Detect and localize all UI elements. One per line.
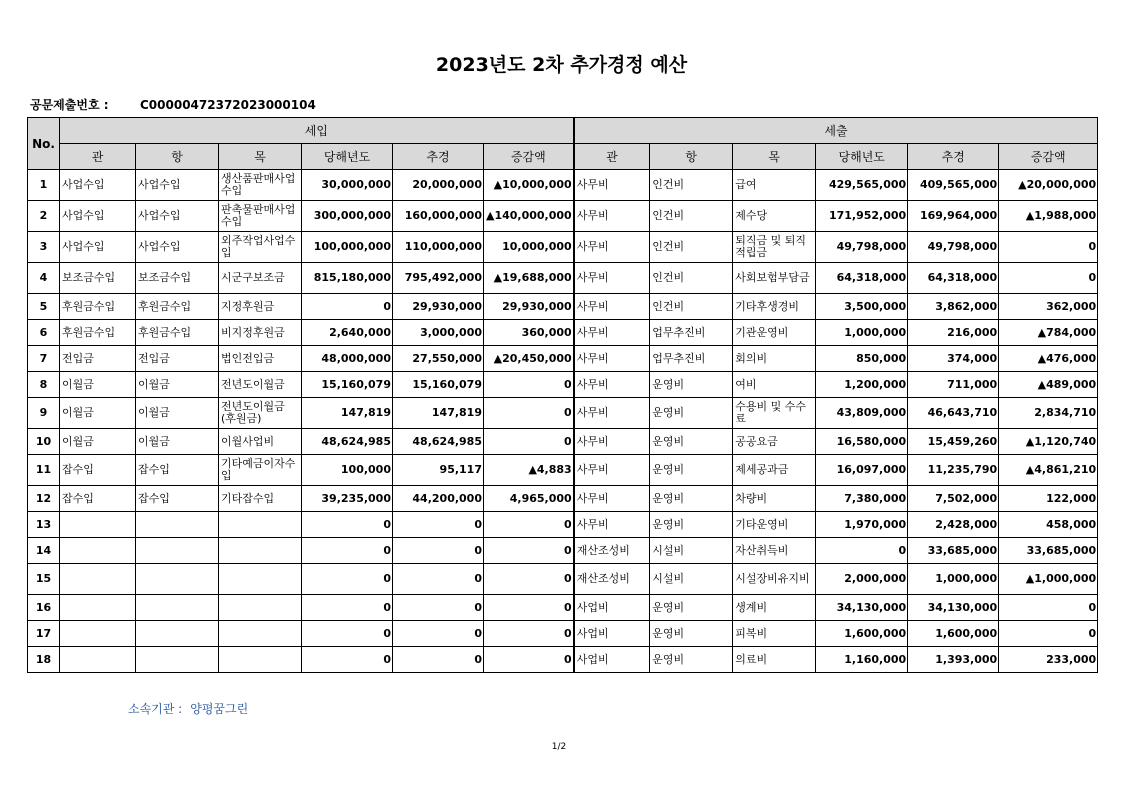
row-no-cell: 10 <box>28 429 60 455</box>
table-row <box>28 564 1098 595</box>
org-name: 양평꿈그린 <box>190 702 249 716</box>
income-revised-cell: 3,000,000 <box>393 320 484 346</box>
expense-mok-cell: 퇴직금 및 퇴직적립금 <box>733 232 816 263</box>
income-gwan-cell <box>60 595 136 621</box>
expense-hang-cell: 운영비 <box>650 372 733 398</box>
table-row <box>28 320 1098 346</box>
row-no-cell: 12 <box>28 486 60 512</box>
income-current-cell: 2,640,000 <box>302 320 393 346</box>
income-diff-cell: 0 <box>484 564 574 595</box>
expense-diff-cell: 33,685,000 <box>999 538 1098 564</box>
income-hang-cell <box>136 621 219 647</box>
table-row <box>28 346 1098 372</box>
income-mok-cell: 외주작업사업수입 <box>219 232 302 263</box>
expense-revised-cell: 7,502,000 <box>908 486 999 512</box>
expense-mok-cell: 여비 <box>733 372 816 398</box>
income-hang-cell: 사업수입 <box>136 170 219 201</box>
expense-revised-cell: 15,459,260 <box>908 429 999 455</box>
expense-hang-cell: 운영비 <box>650 621 733 647</box>
expense-gwan-cell: 사무비 <box>574 398 650 429</box>
header-expense-diff: 증감액 <box>999 144 1098 170</box>
income-revised-cell: 0 <box>393 564 484 595</box>
row-no-cell: 11 <box>28 455 60 486</box>
expense-hang-cell: 운영비 <box>650 595 733 621</box>
income-current-cell: 0 <box>302 564 393 595</box>
income-current-cell: 0 <box>302 621 393 647</box>
income-revised-cell: 27,550,000 <box>393 346 484 372</box>
expense-current-cell: 1,000,000 <box>816 320 908 346</box>
income-current-cell: 48,000,000 <box>302 346 393 372</box>
income-gwan-cell <box>60 564 136 595</box>
table-row <box>28 232 1098 263</box>
expense-current-cell: 16,097,000 <box>816 455 908 486</box>
header-no: No. <box>28 118 60 170</box>
expense-current-cell: 429,565,000 <box>816 170 908 201</box>
income-gwan-cell: 사업수입 <box>60 201 136 232</box>
expense-mok-cell: 제수당 <box>733 201 816 232</box>
income-diff-cell: 10,000,000 <box>484 232 574 263</box>
table-row <box>28 398 1098 429</box>
income-revised-cell: 0 <box>393 512 484 538</box>
expense-revised-cell: 49,798,000 <box>908 232 999 263</box>
income-diff-cell: 0 <box>484 647 574 673</box>
income-gwan-cell <box>60 512 136 538</box>
expense-revised-cell: 11,235,790 <box>908 455 999 486</box>
expense-mok-cell: 차량비 <box>733 486 816 512</box>
expense-revised-cell: 33,685,000 <box>908 538 999 564</box>
expense-mok-cell: 기관운영비 <box>733 320 816 346</box>
expense-current-cell: 64,318,000 <box>816 263 908 294</box>
expense-hang-cell: 인건비 <box>650 232 733 263</box>
expense-diff-cell: 233,000 <box>999 647 1098 673</box>
expense-current-cell: 0 <box>816 538 908 564</box>
expense-revised-cell: 46,643,710 <box>908 398 999 429</box>
income-hang-cell: 후원금수입 <box>136 294 219 320</box>
income-gwan-cell: 잡수입 <box>60 455 136 486</box>
income-diff-cell: ▲19,688,000 <box>484 263 574 294</box>
income-mok-cell: 법인전입금 <box>219 346 302 372</box>
expense-revised-cell: 3,862,000 <box>908 294 999 320</box>
header-expense-revised: 추경 <box>908 144 999 170</box>
income-current-cell: 300,000,000 <box>302 201 393 232</box>
expense-current-cell: 43,809,000 <box>816 398 908 429</box>
income-current-cell: 0 <box>302 647 393 673</box>
income-mok-cell: 전년도이월금(후원금) <box>219 398 302 429</box>
expense-hang-cell: 인건비 <box>650 294 733 320</box>
expense-mok-cell: 시설장비유지비 <box>733 564 816 595</box>
table-row <box>28 372 1098 398</box>
expense-gwan-cell: 사무비 <box>574 455 650 486</box>
expense-hang-cell: 업무추진비 <box>650 320 733 346</box>
expense-hang-cell: 인건비 <box>650 201 733 232</box>
expense-revised-cell: 216,000 <box>908 320 999 346</box>
income-hang-cell: 사업수입 <box>136 232 219 263</box>
expense-diff-cell: 122,000 <box>999 486 1098 512</box>
income-hang-cell: 잡수입 <box>136 486 219 512</box>
table-row <box>28 538 1098 564</box>
expense-revised-cell: 169,964,000 <box>908 201 999 232</box>
expense-diff-cell: ▲4,861,210 <box>999 455 1098 486</box>
income-revised-cell: 95,117 <box>393 455 484 486</box>
income-mok-cell: 판촉물판매사업수입 <box>219 201 302 232</box>
income-mok-cell: 생산품판매사업수입 <box>219 170 302 201</box>
expense-gwan-cell: 사무비 <box>574 263 650 294</box>
income-hang-cell: 잡수입 <box>136 455 219 486</box>
table-row <box>28 595 1098 621</box>
expense-revised-cell: 34,130,000 <box>908 595 999 621</box>
row-no-cell: 9 <box>28 398 60 429</box>
income-revised-cell: 0 <box>393 538 484 564</box>
income-diff-cell: 360,000 <box>484 320 574 346</box>
expense-current-cell: 171,952,000 <box>816 201 908 232</box>
table-row <box>28 512 1098 538</box>
expense-hang-cell: 인건비 <box>650 170 733 201</box>
income-mok-cell: 지정후원금 <box>219 294 302 320</box>
expense-gwan-cell: 사업비 <box>574 595 650 621</box>
row-no-cell: 15 <box>28 564 60 595</box>
income-current-cell: 100,000,000 <box>302 232 393 263</box>
doc-number-value: C00000472372023000104 <box>140 98 316 112</box>
income-revised-cell: 15,160,079 <box>393 372 484 398</box>
income-hang-cell: 사업수입 <box>136 201 219 232</box>
expense-mok-cell: 사회보험부담금 <box>733 263 816 294</box>
expense-diff-cell: 0 <box>999 263 1098 294</box>
income-current-cell: 15,160,079 <box>302 372 393 398</box>
expense-diff-cell: ▲489,000 <box>999 372 1098 398</box>
expense-current-cell: 1,970,000 <box>816 512 908 538</box>
footer-org <box>128 700 248 717</box>
income-hang-cell <box>136 512 219 538</box>
expense-gwan-cell: 사업비 <box>574 621 650 647</box>
expense-gwan-cell: 재산조성비 <box>574 538 650 564</box>
header-income: 세입 <box>60 118 574 144</box>
expense-diff-cell: 0 <box>999 621 1098 647</box>
expense-diff-cell: ▲784,000 <box>999 320 1098 346</box>
income-current-cell: 39,235,000 <box>302 486 393 512</box>
income-mok-cell <box>219 595 302 621</box>
income-gwan-cell <box>60 538 136 564</box>
income-revised-cell: 147,819 <box>393 398 484 429</box>
expense-current-cell: 34,130,000 <box>816 595 908 621</box>
budget-rows <box>28 170 1098 673</box>
table-row <box>28 201 1098 232</box>
income-diff-cell: 0 <box>484 398 574 429</box>
expense-diff-cell: ▲1,988,000 <box>999 201 1098 232</box>
expense-hang-cell: 시설비 <box>650 564 733 595</box>
income-hang-cell: 이월금 <box>136 372 219 398</box>
row-no-cell: 3 <box>28 232 60 263</box>
income-mok-cell: 기타예금이자수입 <box>219 455 302 486</box>
income-hang-cell <box>136 564 219 595</box>
expense-gwan-cell: 사무비 <box>574 232 650 263</box>
table-row <box>28 647 1098 673</box>
expense-revised-cell: 1,000,000 <box>908 564 999 595</box>
expense-current-cell: 7,380,000 <box>816 486 908 512</box>
expense-gwan-cell: 사무비 <box>574 346 650 372</box>
income-revised-cell: 0 <box>393 621 484 647</box>
income-current-cell: 0 <box>302 538 393 564</box>
expense-mok-cell: 수용비 및 수수료 <box>733 398 816 429</box>
row-no-cell: 1 <box>28 170 60 201</box>
income-mok-cell <box>219 647 302 673</box>
row-no-cell: 13 <box>28 512 60 538</box>
expense-gwan-cell: 사무비 <box>574 201 650 232</box>
expense-current-cell: 1,160,000 <box>816 647 908 673</box>
table-row <box>28 455 1098 486</box>
income-mok-cell <box>219 621 302 647</box>
expense-current-cell: 2,000,000 <box>816 564 908 595</box>
expense-mok-cell: 회의비 <box>733 346 816 372</box>
header-expense-mok: 목 <box>733 144 816 170</box>
income-diff-cell: 0 <box>484 372 574 398</box>
expense-gwan-cell: 사무비 <box>574 320 650 346</box>
row-no-cell: 4 <box>28 263 60 294</box>
doc-number-label: 공문제출번호 : <box>30 98 109 112</box>
expense-current-cell: 49,798,000 <box>816 232 908 263</box>
budget-table <box>27 117 1098 673</box>
income-current-cell: 0 <box>302 595 393 621</box>
income-diff-cell: 4,965,000 <box>484 486 574 512</box>
row-no-cell: 5 <box>28 294 60 320</box>
expense-current-cell: 1,200,000 <box>816 372 908 398</box>
expense-revised-cell: 1,600,000 <box>908 621 999 647</box>
expense-diff-cell: ▲1,120,740 <box>999 429 1098 455</box>
income-mok-cell: 이월사업비 <box>219 429 302 455</box>
expense-mok-cell: 의료비 <box>733 647 816 673</box>
income-current-cell: 100,000 <box>302 455 393 486</box>
header-income-mok: 목 <box>219 144 302 170</box>
row-no-cell: 17 <box>28 621 60 647</box>
expense-revised-cell: 711,000 <box>908 372 999 398</box>
income-revised-cell: 48,624,985 <box>393 429 484 455</box>
income-hang-cell: 전입금 <box>136 346 219 372</box>
expense-gwan-cell: 사무비 <box>574 372 650 398</box>
doc-number-line <box>30 96 316 113</box>
expense-diff-cell: ▲1,000,000 <box>999 564 1098 595</box>
expense-mok-cell: 기타운영비 <box>733 512 816 538</box>
expense-hang-cell: 운영비 <box>650 429 733 455</box>
income-current-cell: 815,180,000 <box>302 263 393 294</box>
expense-gwan-cell: 사무비 <box>574 170 650 201</box>
expense-mok-cell: 공공요금 <box>733 429 816 455</box>
expense-revised-cell: 64,318,000 <box>908 263 999 294</box>
income-gwan-cell: 이월금 <box>60 398 136 429</box>
expense-hang-cell: 운영비 <box>650 647 733 673</box>
row-no-cell: 6 <box>28 320 60 346</box>
income-diff-cell: 0 <box>484 538 574 564</box>
expense-current-cell: 1,600,000 <box>816 621 908 647</box>
income-current-cell: 0 <box>302 294 393 320</box>
income-revised-cell: 0 <box>393 647 484 673</box>
income-current-cell: 30,000,000 <box>302 170 393 201</box>
expense-revised-cell: 374,000 <box>908 346 999 372</box>
income-current-cell: 0 <box>302 512 393 538</box>
income-gwan-cell: 전입금 <box>60 346 136 372</box>
expense-current-cell: 16,580,000 <box>816 429 908 455</box>
row-no-cell: 7 <box>28 346 60 372</box>
row-no-cell: 14 <box>28 538 60 564</box>
expense-hang-cell: 업무추진비 <box>650 346 733 372</box>
header-income-current: 당해년도 <box>302 144 393 170</box>
income-gwan-cell <box>60 621 136 647</box>
expense-diff-cell: 458,000 <box>999 512 1098 538</box>
expense-diff-cell: 0 <box>999 232 1098 263</box>
income-gwan-cell: 후원금수입 <box>60 320 136 346</box>
income-diff-cell: 29,930,000 <box>484 294 574 320</box>
expense-mok-cell: 급여 <box>733 170 816 201</box>
income-mok-cell <box>219 512 302 538</box>
expense-gwan-cell: 사무비 <box>574 486 650 512</box>
income-revised-cell: 44,200,000 <box>393 486 484 512</box>
income-current-cell: 147,819 <box>302 398 393 429</box>
table-row <box>28 263 1098 294</box>
income-hang-cell: 이월금 <box>136 398 219 429</box>
header-expense: 세출 <box>574 118 1098 144</box>
header-expense-current: 당해년도 <box>816 144 908 170</box>
expense-revised-cell: 409,565,000 <box>908 170 999 201</box>
org-label: 소속기관 : <box>128 702 183 716</box>
row-no-cell: 8 <box>28 372 60 398</box>
income-hang-cell <box>136 647 219 673</box>
income-mok-cell <box>219 564 302 595</box>
expense-diff-cell: 2,834,710 <box>999 398 1098 429</box>
expense-hang-cell: 운영비 <box>650 398 733 429</box>
income-current-cell: 48,624,985 <box>302 429 393 455</box>
table-row <box>28 170 1098 201</box>
expense-hang-cell: 운영비 <box>650 512 733 538</box>
income-hang-cell: 이월금 <box>136 429 219 455</box>
header-income-gwan: 관 <box>60 144 136 170</box>
expense-gwan-cell: 사무비 <box>574 512 650 538</box>
expense-hang-cell: 운영비 <box>650 455 733 486</box>
expense-mok-cell: 제세공과금 <box>733 455 816 486</box>
income-revised-cell: 20,000,000 <box>393 170 484 201</box>
table-row <box>28 429 1098 455</box>
expense-mok-cell: 생계비 <box>733 595 816 621</box>
income-revised-cell: 29,930,000 <box>393 294 484 320</box>
income-mok-cell: 비지정후원금 <box>219 320 302 346</box>
table-row <box>28 294 1098 320</box>
income-diff-cell: ▲140,000,000 <box>484 201 574 232</box>
expense-mok-cell: 피복비 <box>733 621 816 647</box>
expense-diff-cell: ▲476,000 <box>999 346 1098 372</box>
income-gwan-cell: 사업수입 <box>60 170 136 201</box>
income-mok-cell: 전년도이월금 <box>219 372 302 398</box>
income-mok-cell: 시군구보조금 <box>219 263 302 294</box>
income-gwan-cell: 보조금수입 <box>60 263 136 294</box>
income-diff-cell: 0 <box>484 595 574 621</box>
expense-hang-cell: 운영비 <box>650 486 733 512</box>
income-hang-cell: 후원금수입 <box>136 320 219 346</box>
income-diff-cell: ▲10,000,000 <box>484 170 574 201</box>
header-income-hang: 항 <box>136 144 219 170</box>
income-mok-cell <box>219 538 302 564</box>
income-diff-cell: 0 <box>484 429 574 455</box>
expense-gwan-cell: 사업비 <box>574 647 650 673</box>
income-diff-cell: 0 <box>484 512 574 538</box>
expense-mok-cell: 기타후생경비 <box>733 294 816 320</box>
expense-revised-cell: 1,393,000 <box>908 647 999 673</box>
expense-current-cell: 3,500,000 <box>816 294 908 320</box>
expense-diff-cell: 362,000 <box>999 294 1098 320</box>
income-revised-cell: 110,000,000 <box>393 232 484 263</box>
income-revised-cell: 160,000,000 <box>393 201 484 232</box>
income-gwan-cell: 후원금수입 <box>60 294 136 320</box>
income-hang-cell <box>136 538 219 564</box>
expense-diff-cell: ▲20,000,000 <box>999 170 1098 201</box>
row-no-cell: 16 <box>28 595 60 621</box>
page-title: 2023년도 2차 추가경정 예산 <box>435 54 688 76</box>
expense-mok-cell: 자산취득비 <box>733 538 816 564</box>
expense-hang-cell: 시설비 <box>650 538 733 564</box>
income-revised-cell: 795,492,000 <box>393 263 484 294</box>
income-gwan-cell <box>60 647 136 673</box>
header-expense-gwan: 관 <box>574 144 650 170</box>
income-diff-cell: 0 <box>484 621 574 647</box>
income-diff-cell: ▲4,883 <box>484 455 574 486</box>
income-revised-cell: 0 <box>393 595 484 621</box>
income-gwan-cell: 이월금 <box>60 429 136 455</box>
page-number: 1/2 <box>551 742 567 752</box>
income-gwan-cell: 사업수입 <box>60 232 136 263</box>
income-diff-cell: ▲20,450,000 <box>484 346 574 372</box>
header-income-diff: 증감액 <box>484 144 574 170</box>
table-row <box>28 621 1098 647</box>
table-row <box>28 486 1098 512</box>
expense-gwan-cell: 재산조성비 <box>574 564 650 595</box>
income-gwan-cell: 잡수입 <box>60 486 136 512</box>
row-no-cell: 2 <box>28 201 60 232</box>
expense-current-cell: 850,000 <box>816 346 908 372</box>
expense-revised-cell: 2,428,000 <box>908 512 999 538</box>
income-hang-cell <box>136 595 219 621</box>
income-mok-cell: 기타잡수입 <box>219 486 302 512</box>
expense-gwan-cell: 사무비 <box>574 429 650 455</box>
expense-gwan-cell: 사무비 <box>574 294 650 320</box>
header-expense-hang: 항 <box>650 144 733 170</box>
expense-diff-cell: 0 <box>999 595 1098 621</box>
header-income-revised: 추경 <box>393 144 484 170</box>
expense-hang-cell: 인건비 <box>650 263 733 294</box>
income-gwan-cell: 이월금 <box>60 372 136 398</box>
row-no-cell: 18 <box>28 647 60 673</box>
income-hang-cell: 보조금수입 <box>136 263 219 294</box>
